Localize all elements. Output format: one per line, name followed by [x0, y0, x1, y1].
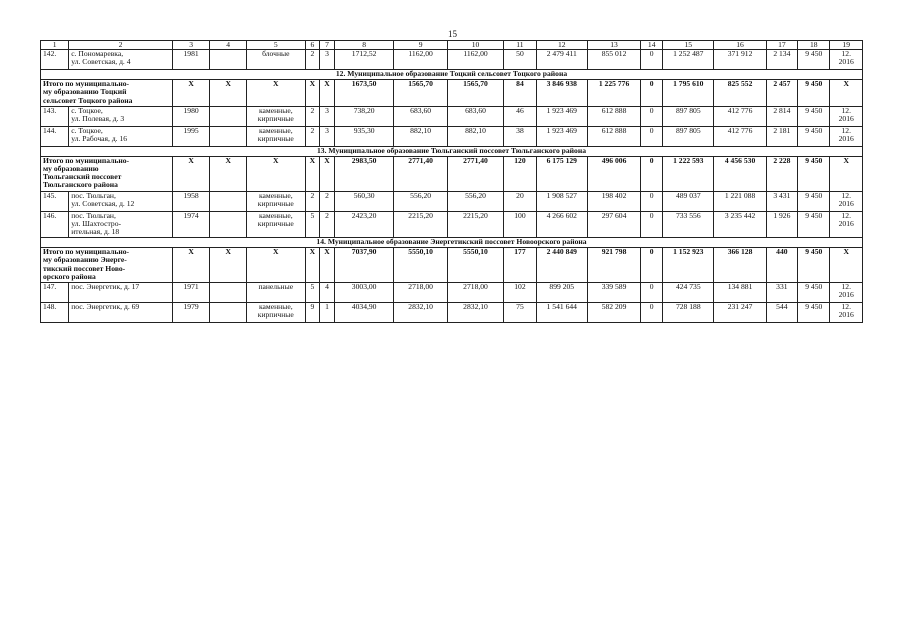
cell-col-2: пос. Энергетик, д. 17 — [69, 282, 173, 302]
total-cell-col-9: 5550,10 — [394, 248, 447, 283]
cell-col-13: 855 012 — [587, 50, 640, 70]
total-cell-col-16: 825 552 — [714, 80, 766, 107]
column-number-19: 19 — [830, 41, 863, 50]
cell-col-10: 2215,20 — [447, 211, 503, 238]
total-cell-col-15: 1 152 923 — [663, 248, 714, 283]
cell-col-14: 0 — [641, 50, 663, 70]
cell-col-3: 1995 — [172, 126, 210, 146]
cell-col-17: 331 — [766, 282, 797, 302]
cell-col-1: 147. — [41, 282, 69, 302]
column-number-17: 17 — [766, 41, 797, 50]
total-cell-col-11: 177 — [504, 248, 536, 283]
cell-col-14: 0 — [641, 126, 663, 146]
total-cell-col-10: 5550,10 — [447, 248, 503, 283]
table-body — [41, 41, 863, 323]
cell-col-12: 1 923 469 — [536, 126, 587, 146]
cell-col-5: каменные, кирпичные — [247, 106, 306, 126]
cell-col-16: 1 221 088 — [714, 191, 766, 211]
cell-col-13: 297 604 — [587, 211, 640, 238]
cell-col-16: 231 247 — [714, 302, 766, 322]
total-cell-col-6: X — [305, 80, 320, 107]
cell-col-16: 134 881 — [714, 282, 766, 302]
column-number-7: 7 — [320, 41, 335, 50]
cell-col-4 — [210, 106, 247, 126]
total-cell-col-4: X — [210, 80, 247, 107]
total-cell-col-18: 9 450 — [798, 156, 830, 191]
cell-col-18: 9 450 — [798, 282, 830, 302]
section-title-row — [41, 146, 863, 156]
total-cell-col-12: 3 846 938 — [536, 80, 587, 107]
total-cell-col-10: 2771,40 — [447, 156, 503, 191]
cell-col-6: 9 — [305, 302, 320, 322]
cell-col-7: 4 — [320, 282, 335, 302]
cell-col-17: 3 431 — [766, 191, 797, 211]
cell-col-8: 3003,00 — [334, 282, 394, 302]
cell-col-9: 2718,00 — [394, 282, 447, 302]
cell-col-13: 198 402 — [587, 191, 640, 211]
cell-col-7: 3 — [320, 50, 335, 70]
cell-col-19: 12. 2016 — [830, 191, 863, 211]
cell-col-19: 12. 2016 — [830, 282, 863, 302]
total-cell-col-3: X — [172, 156, 210, 191]
cell-col-11: 46 — [504, 106, 536, 126]
cell-col-5: панельные — [247, 282, 306, 302]
cell-col-2: пос. Тюльган, ул. Шахтостро- ительная, д. 18 — [69, 211, 173, 238]
cell-col-3: 1974 — [172, 211, 210, 238]
total-cell-col-17: 2 228 — [766, 156, 797, 191]
cell-col-6: 2 — [305, 106, 320, 126]
column-number-12: 12 — [536, 41, 587, 50]
cell-col-1: 148. — [41, 302, 69, 322]
cell-col-3: 1979 — [172, 302, 210, 322]
cell-col-2: пос. Энергетик, д. 69 — [69, 302, 173, 322]
cell-col-19: 12. 2016 — [830, 50, 863, 70]
total-cell-col-5: X — [247, 80, 306, 107]
cell-col-13: 339 589 — [587, 282, 640, 302]
total-cell-col-15: 1 795 610 — [663, 80, 714, 107]
cell-col-9: 556,20 — [394, 191, 447, 211]
cell-col-18: 9 450 — [798, 106, 830, 126]
cell-col-12: 899 205 — [536, 282, 587, 302]
column-number-5: 5 — [247, 41, 306, 50]
column-number-10: 10 — [447, 41, 503, 50]
total-cell-col-6: X — [305, 156, 320, 191]
cell-col-15: 733 556 — [663, 211, 714, 238]
total-cell-col-14: 0 — [641, 248, 663, 283]
cell-col-11: 100 — [504, 211, 536, 238]
cell-col-4 — [210, 282, 247, 302]
cell-col-9: 683,60 — [394, 106, 447, 126]
cell-col-16: 412 776 — [714, 126, 766, 146]
total-label: Итого по муниципально- му образованию Энерге- тикский поссовет Ново- орского района — [41, 248, 173, 283]
cell-col-14: 0 — [641, 106, 663, 126]
cell-col-15: 424 735 — [663, 282, 714, 302]
total-cell-col-7: X — [320, 156, 335, 191]
total-cell-col-15: 1 222 593 — [663, 156, 714, 191]
cell-col-18: 9 450 — [798, 126, 830, 146]
cell-col-11: 38 — [504, 126, 536, 146]
total-cell-col-19: X — [830, 248, 863, 283]
cell-col-19: 12. 2016 — [830, 126, 863, 146]
column-number-6: 6 — [305, 41, 320, 50]
cell-col-4 — [210, 302, 247, 322]
table-row — [41, 302, 863, 322]
cell-col-16: 412 776 — [714, 106, 766, 126]
cell-col-18: 9 450 — [798, 191, 830, 211]
cell-col-1: 144. — [41, 126, 69, 146]
cell-col-19: 12. 2016 — [830, 302, 863, 322]
total-row — [41, 80, 863, 107]
cell-col-9: 2215,20 — [394, 211, 447, 238]
total-label: Итого по муниципально- му образованию Тоцкий сельсовет Тоцкого района — [41, 80, 173, 107]
cell-col-7: 2 — [320, 191, 335, 211]
cell-col-4 — [210, 191, 247, 211]
total-cell-col-8: 2983,50 — [334, 156, 394, 191]
cell-col-2: с. Тоцкое, ул. Рабочая, д. 16 — [69, 126, 173, 146]
table-row — [41, 50, 863, 70]
cell-col-8: 2423,20 — [334, 211, 394, 238]
cell-col-1: 142. — [41, 50, 69, 70]
column-number-1: 1 — [41, 41, 69, 50]
column-number-4: 4 — [210, 41, 247, 50]
cell-col-13: 582 209 — [587, 302, 640, 322]
column-number-15: 15 — [663, 41, 714, 50]
cell-col-12: 1 923 469 — [536, 106, 587, 126]
cell-col-2: с. Тоцкое, ул. Полевая, д. 3 — [69, 106, 173, 126]
total-cell-col-14: 0 — [641, 156, 663, 191]
section-title-row — [41, 238, 863, 248]
cell-col-14: 0 — [641, 302, 663, 322]
cell-col-15: 897 805 — [663, 126, 714, 146]
page-number: 15 — [448, 29, 457, 39]
cell-col-11: 102 — [504, 282, 536, 302]
total-cell-col-13: 921 798 — [587, 248, 640, 283]
cell-col-16: 371 912 — [714, 50, 766, 70]
cell-col-12: 2 479 411 — [536, 50, 587, 70]
cell-col-3: 1958 — [172, 191, 210, 211]
cell-col-12: 1 908 527 — [536, 191, 587, 211]
table-row — [41, 211, 863, 238]
cell-col-1: 145. — [41, 191, 69, 211]
cell-col-17: 2 181 — [766, 126, 797, 146]
cell-col-9: 882,10 — [394, 126, 447, 146]
total-cell-col-11: 120 — [504, 156, 536, 191]
cell-col-19: 12. 2016 — [830, 106, 863, 126]
total-cell-col-8: 1673,50 — [334, 80, 394, 107]
cell-col-2: с. Пономаревка, ул. Советская, д. 4 — [69, 50, 173, 70]
cell-col-9: 2832,10 — [394, 302, 447, 322]
cell-col-11: 20 — [504, 191, 536, 211]
total-cell-col-14: 0 — [641, 80, 663, 107]
total-cell-col-19: X — [830, 80, 863, 107]
cell-col-13: 612 888 — [587, 106, 640, 126]
cell-col-17: 2 134 — [766, 50, 797, 70]
cell-col-6: 2 — [305, 126, 320, 146]
section-title-row — [41, 70, 863, 80]
total-cell-col-9: 1565,70 — [394, 80, 447, 107]
cell-col-17: 1 926 — [766, 211, 797, 238]
column-number-18: 18 — [798, 41, 830, 50]
total-cell-col-12: 2 440 849 — [536, 248, 587, 283]
cell-col-14: 0 — [641, 211, 663, 238]
column-number-13: 13 — [587, 41, 640, 50]
cell-col-18: 9 450 — [798, 211, 830, 238]
total-cell-col-4: X — [210, 156, 247, 191]
total-row — [41, 248, 863, 283]
housing-register-table — [40, 40, 863, 323]
cell-col-7: 1 — [320, 302, 335, 322]
cell-col-7: 3 — [320, 106, 335, 126]
total-cell-col-19: X — [830, 156, 863, 191]
total-cell-col-4: X — [210, 248, 247, 283]
total-cell-col-13: 496 006 — [587, 156, 640, 191]
cell-col-15: 897 805 — [663, 106, 714, 126]
column-number-2: 2 — [69, 41, 173, 50]
cell-col-10: 683,60 — [447, 106, 503, 126]
cell-col-15: 489 037 — [663, 191, 714, 211]
table-row — [41, 106, 863, 126]
cell-col-19: 12. 2016 — [830, 211, 863, 238]
column-number-9: 9 — [394, 41, 447, 50]
cell-col-5: каменные, кирпичные — [247, 211, 306, 238]
column-number-11: 11 — [504, 41, 536, 50]
cell-col-17: 544 — [766, 302, 797, 322]
total-cell-col-10: 1565,70 — [447, 80, 503, 107]
cell-col-8: 4034,90 — [334, 302, 394, 322]
section-title: 13. Муниципальное образование Тюльганский поссовет Тюльганского района — [41, 146, 863, 156]
cell-col-8: 738,20 — [334, 106, 394, 126]
total-cell-col-6: X — [305, 248, 320, 283]
cell-col-4 — [210, 50, 247, 70]
cell-col-8: 560,30 — [334, 191, 394, 211]
cell-col-3: 1971 — [172, 282, 210, 302]
cell-col-11: 75 — [504, 302, 536, 322]
cell-col-8: 1712,52 — [334, 50, 394, 70]
total-row — [41, 156, 863, 191]
column-number-16: 16 — [714, 41, 766, 50]
cell-col-8: 935,30 — [334, 126, 394, 146]
cell-col-15: 728 188 — [663, 302, 714, 322]
cell-col-14: 0 — [641, 191, 663, 211]
total-cell-col-3: X — [172, 80, 210, 107]
cell-col-18: 9 450 — [798, 302, 830, 322]
total-cell-col-5: X — [247, 248, 306, 283]
cell-col-3: 1980 — [172, 106, 210, 126]
total-cell-col-7: X — [320, 80, 335, 107]
table-row — [41, 282, 863, 302]
total-cell-col-12: 6 175 129 — [536, 156, 587, 191]
cell-col-10: 556,20 — [447, 191, 503, 211]
cell-col-6: 5 — [305, 282, 320, 302]
cell-col-13: 612 888 — [587, 126, 640, 146]
total-cell-col-16: 366 128 — [714, 248, 766, 283]
total-cell-col-16: 4 456 530 — [714, 156, 766, 191]
cell-col-17: 2 814 — [766, 106, 797, 126]
cell-col-5: каменные, кирпичные — [247, 191, 306, 211]
cell-col-10: 882,10 — [447, 126, 503, 146]
total-cell-col-11: 84 — [504, 80, 536, 107]
cell-col-10: 1162,00 — [447, 50, 503, 70]
cell-col-18: 9 450 — [798, 50, 830, 70]
total-cell-col-18: 9 450 — [798, 248, 830, 283]
cell-col-6: 2 — [305, 50, 320, 70]
cell-col-6: 2 — [305, 191, 320, 211]
cell-col-15: 1 252 487 — [663, 50, 714, 70]
total-cell-col-8: 7037,90 — [334, 248, 394, 283]
cell-col-4 — [210, 211, 247, 238]
cell-col-11: 50 — [504, 50, 536, 70]
cell-col-10: 2718,00 — [447, 282, 503, 302]
cell-col-1: 143. — [41, 106, 69, 126]
cell-col-10: 2832,10 — [447, 302, 503, 322]
cell-col-5: каменные, кирпичные — [247, 302, 306, 322]
column-number-14: 14 — [641, 41, 663, 50]
total-cell-col-7: X — [320, 248, 335, 283]
total-cell-col-13: 1 225 776 — [587, 80, 640, 107]
cell-col-16: 3 235 442 — [714, 211, 766, 238]
total-label: Итого по муниципально- му образованию Тюльганский поссовет Тюльганского района — [41, 156, 173, 191]
table-row — [41, 191, 863, 211]
cell-col-12: 4 266 602 — [536, 211, 587, 238]
cell-col-5: каменные, кирпичные — [247, 126, 306, 146]
cell-col-1: 146. — [41, 211, 69, 238]
total-cell-col-18: 9 450 — [798, 80, 830, 107]
total-cell-col-17: 2 457 — [766, 80, 797, 107]
cell-col-2: пос. Тюльган, ул. Советская, д. 12 — [69, 191, 173, 211]
cell-col-5: блочные — [247, 50, 306, 70]
column-number-3: 3 — [172, 41, 210, 50]
cell-col-9: 1162,00 — [394, 50, 447, 70]
cell-col-3: 1981 — [172, 50, 210, 70]
section-title: 14. Муниципальное образование Энергетикский поссовет Новоорского района — [41, 238, 863, 248]
cell-col-14: 0 — [641, 282, 663, 302]
table-row — [41, 126, 863, 146]
total-cell-col-5: X — [247, 156, 306, 191]
cell-col-6: 5 — [305, 211, 320, 238]
total-cell-col-17: 440 — [766, 248, 797, 283]
cell-col-4 — [210, 126, 247, 146]
cell-col-7: 3 — [320, 126, 335, 146]
column-number-row — [41, 41, 863, 50]
section-title: 12. Муниципальное образование Тоцкий сельсовет Тоцкого района — [41, 70, 863, 80]
cell-col-12: 1 541 644 — [536, 302, 587, 322]
total-cell-col-3: X — [172, 248, 210, 283]
column-number-8: 8 — [334, 41, 394, 50]
cell-col-7: 2 — [320, 211, 335, 238]
total-cell-col-9: 2771,40 — [394, 156, 447, 191]
